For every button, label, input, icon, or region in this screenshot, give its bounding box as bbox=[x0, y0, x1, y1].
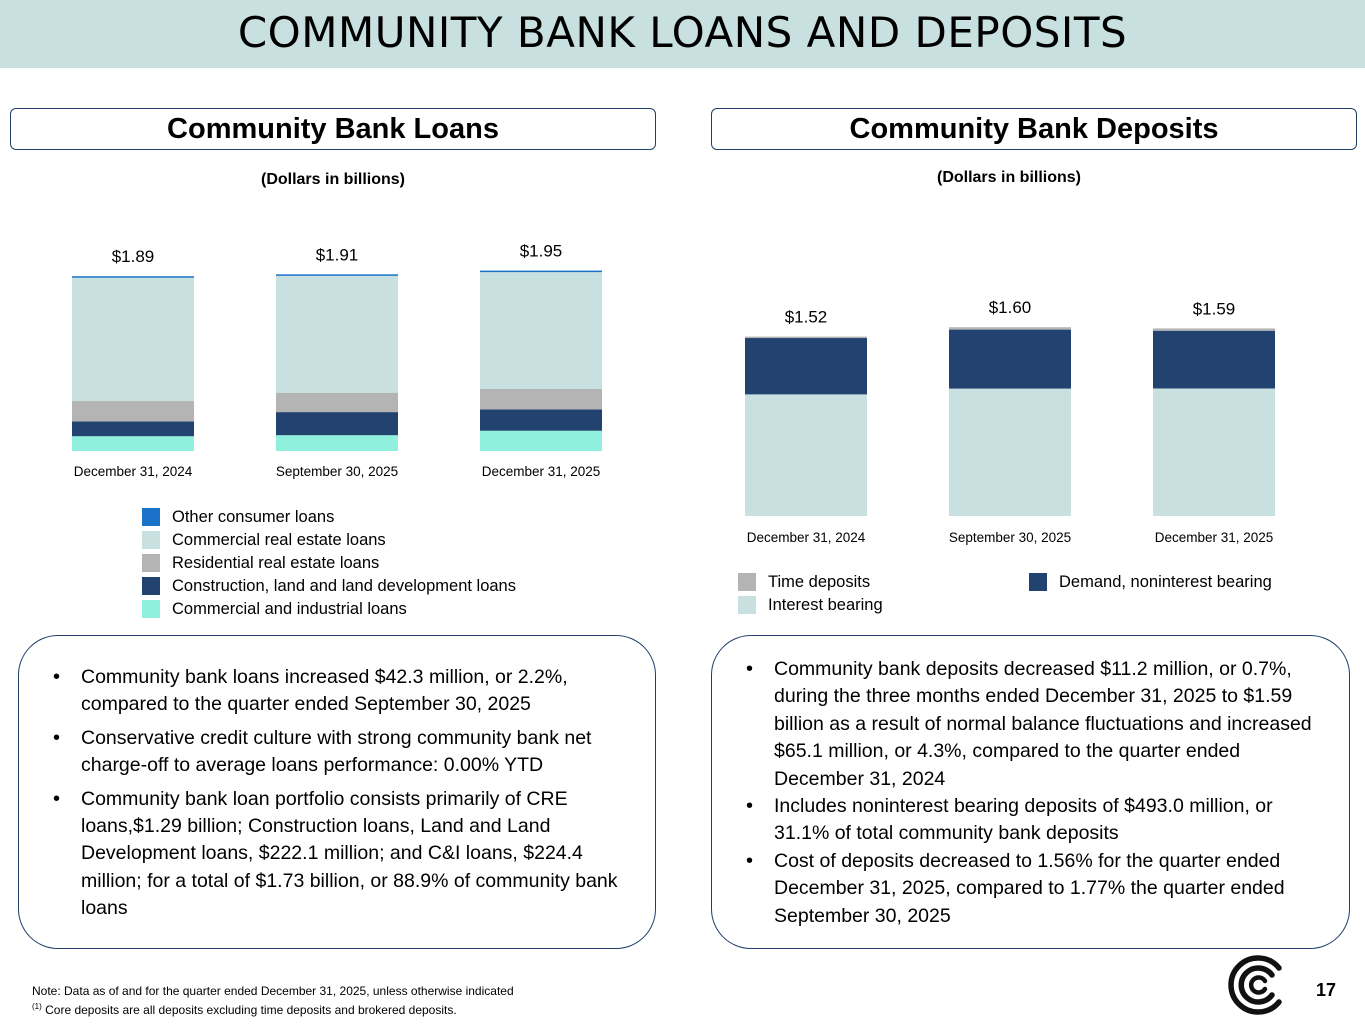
footnote-line-2 bbox=[32, 999, 514, 1018]
footnote bbox=[32, 984, 514, 1018]
deposits-bar-segment bbox=[745, 338, 867, 395]
deposits-bullet: • Community bank deposits decreased $11.2 million, or 0.7%, during the three months ended December 31, 2025 to $1.59 billion as a result of normal balance fluctuations and increased $65.1 million, or 4.3%, compared to the quarter ended December 31, 2024 bbox=[740, 656, 1329, 793]
deposits-total-label: $1.52 bbox=[784, 307, 828, 327]
legend-label: Time deposits bbox=[768, 573, 871, 591]
deposits-bar-segment bbox=[949, 330, 1071, 389]
footnote-text: Core deposits are all deposits excluding time deposits and brokered deposits. bbox=[41, 1003, 457, 1017]
loans-total-label: $1.95 bbox=[519, 241, 563, 261]
deposits-bullets-box bbox=[711, 635, 1350, 949]
footnote-marker: (1) bbox=[32, 1002, 42, 1011]
page-number: 17 bbox=[1316, 980, 1337, 1000]
legend-swatch bbox=[738, 596, 756, 614]
deposits-category-label: September 30, 2025 bbox=[948, 530, 1072, 545]
loans-bullets-box bbox=[18, 635, 656, 949]
deposits-heading: Community Bank Deposits bbox=[849, 113, 1219, 145]
loans-category-label: December 31, 2025 bbox=[481, 464, 601, 479]
footnote-line-1: Note: Data as of and for the quarter ended December 31, 2025, unless otherwise indicated bbox=[32, 984, 514, 998]
legend-label: Other consumer loans bbox=[172, 508, 335, 526]
loans-subtitle: (Dollars in billions) bbox=[260, 171, 405, 188]
deposits-total-label: $1.60 bbox=[988, 298, 1032, 318]
deposits-bar-segment bbox=[949, 327, 1071, 329]
deposits-bar-segment bbox=[1153, 389, 1275, 516]
deposits-subtitle: (Dollars in billions) bbox=[936, 169, 1081, 186]
deposits-bar-segment bbox=[745, 337, 867, 339]
legend-label: Interest bearing bbox=[768, 596, 883, 614]
deposits-bar-segment bbox=[949, 389, 1071, 516]
legend-swatch bbox=[738, 573, 756, 591]
legend-label: Residential real estate loans bbox=[172, 554, 380, 572]
legend-label: Construction, land and land development loans bbox=[172, 577, 516, 595]
deposits-bar-segment bbox=[745, 395, 867, 517]
loans-category-label: September 30, 2025 bbox=[275, 464, 399, 479]
deposits-category-label: December 31, 2025 bbox=[1154, 530, 1274, 545]
deposits-bullet: • Includes noninterest bearing deposits of $493.0 million, or 31.1% of total community bank deposits bbox=[740, 793, 1329, 848]
legend-swatch bbox=[1029, 573, 1047, 591]
deposits-category-label: December 31, 2024 bbox=[746, 530, 866, 545]
loans-bullet: • Community bank loans increased $42.3 million, or 2.2%, compared to the quarter ended September 30, 2025 bbox=[47, 664, 635, 719]
loans-bullet: • Community bank loan portfolio consists primarily of CRE loans,$1.29 billion; Construction loans, Land and Land Development loans, $222.1 million; and C&I loans, $224.4 million; for a total of $1.73 billion, or 88.9% of community bank loans bbox=[47, 786, 635, 923]
legend-label: Commercial real estate loans bbox=[172, 531, 386, 549]
legend-label: Commercial and industrial loans bbox=[172, 600, 407, 618]
concentric-c-logo-icon bbox=[1227, 954, 1289, 1016]
loans-total-label: $1.91 bbox=[315, 245, 359, 265]
deposits-bar-segment bbox=[1153, 331, 1275, 389]
loans-bullet: • Conservative credit culture with strong community bank net charge-off to average loans performance: 0.00% YTD bbox=[47, 725, 635, 780]
loans-total-label: $1.89 bbox=[111, 247, 155, 267]
deposits-bullet: • Cost of deposits decreased to 1.56% for the quarter ended December 31, 2025, compared to 1.77% the quarter ended September 30, 2025 bbox=[740, 848, 1329, 930]
page-title: COMMUNITY BANK LOANS AND DEPOSITS bbox=[237, 8, 1128, 57]
deposits-bar-segment bbox=[1153, 328, 1275, 330]
loans-category-label: December 31, 2024 bbox=[73, 464, 193, 479]
deposits-total-label: $1.59 bbox=[1192, 299, 1236, 319]
loans-heading: Community Bank Loans bbox=[167, 113, 499, 145]
legend-label: Demand, noninterest bearing bbox=[1059, 573, 1272, 591]
